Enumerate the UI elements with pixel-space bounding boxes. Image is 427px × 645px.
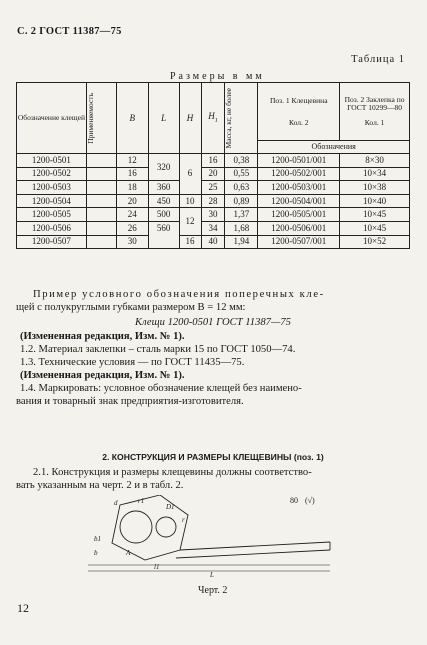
col-header-designation: Обозначение клещей bbox=[17, 83, 87, 154]
paragraph-2-1-b: вать указанным на черт. 2 и в табл. 2. bbox=[16, 480, 184, 491]
paragraph-1-3: 1.3. Технические условия — по ГОСТ 11435—75. bbox=[20, 357, 245, 368]
col-header-l: L bbox=[148, 83, 179, 154]
paragraph-1-2: 1.2. Материал заклепки – сталь марки 15 по ГОСТ 1050—74. bbox=[20, 344, 296, 355]
roughness-check-icon: (√) bbox=[305, 496, 315, 505]
table-row: 1200-0501 12 320 6 16 0,38 1200-0501/001 8×30 bbox=[17, 154, 410, 168]
label-d: d bbox=[114, 499, 118, 507]
example-line-2: щей с полукруглыми губками размером B = 12 мм: bbox=[16, 302, 246, 313]
col-header-pos1: Поз. 1 Клещевина Кол. 2 bbox=[258, 83, 340, 141]
table-row: 1200-0505 24 500 12 30 1,37 1200-0505/001 10×45 bbox=[17, 208, 410, 222]
label-b1: b1 bbox=[94, 535, 101, 543]
label-a: A bbox=[126, 549, 131, 557]
col-header-mass: Масса, кг, не более bbox=[225, 83, 258, 154]
jaw-outline bbox=[112, 495, 188, 560]
example-formula: Клещи 1200-0501 ГОСТ 11387—75 bbox=[135, 317, 291, 328]
table-1 bbox=[16, 82, 410, 249]
paragraph-2-1-a: 2.1. Конструкция и размеры клещевины должны соответство- bbox=[33, 467, 312, 478]
table-label: Таблица 1 bbox=[351, 54, 405, 65]
table-row: 1200-0502 16 20 0,55 1200-0502/001 10×34 bbox=[17, 167, 410, 181]
label-r: r bbox=[182, 516, 185, 524]
jaw-hole-circle bbox=[120, 511, 152, 543]
page-header: С. 2 ГОСТ 11387—75 bbox=[17, 26, 122, 37]
table-row: 1200-0503 18 360 25 0,63 1200-0503/001 10×38 bbox=[17, 181, 410, 195]
col-header-pos2: Поз. 2 Заклепка по ГОСТ 10299—80 Кол. 1 bbox=[340, 83, 410, 141]
label-b: b bbox=[94, 549, 98, 557]
label-d1: D1 bbox=[166, 503, 175, 511]
label-r1: r1 bbox=[138, 497, 145, 505]
roughness-mark: 80 bbox=[290, 496, 298, 505]
amended-note-2: (Измененная редакция, Изм. № 1). bbox=[20, 370, 185, 381]
pivot-circle bbox=[156, 517, 176, 537]
table-row: 1200-0504 20 450 10 28 0,89 1200-0504/001 10×40 bbox=[17, 194, 410, 208]
table-row: 1200-0507 30 16 40 1,94 1200-0507/001 10×52 bbox=[17, 235, 410, 249]
col-header-h: H bbox=[179, 83, 201, 154]
label-l-main: L bbox=[210, 571, 214, 579]
page-number: 12 bbox=[17, 601, 29, 615]
drawing-2 bbox=[60, 495, 360, 595]
col-header-h1: $H_1$ bbox=[201, 83, 225, 154]
section-2-title: 2. КОНСТРУКЦИЯ И РАЗМЕРЫ КЛЕЩЕВИНЫ (поз. 1) bbox=[102, 452, 324, 462]
table-row: 1200-0506 26 560 34 1,68 1200-0506/001 10×45 bbox=[17, 221, 410, 235]
example-line-1: Пример условного обозначения поперечных кле- bbox=[33, 289, 325, 300]
sizes-caption: Размеры в мм bbox=[170, 71, 265, 82]
paragraph-1-4-a: 1.4. Маркировать: условное обозначение клещей без наимено- bbox=[20, 383, 302, 394]
col-header-b: B bbox=[116, 83, 148, 154]
drawing-caption: Черт. 2 bbox=[198, 585, 228, 596]
paragraph-1-4-b: вания и товарный знак предприятия-изготовителя. bbox=[16, 396, 244, 407]
col-header-designation-group: Обозначения bbox=[258, 141, 410, 154]
col-header-applicability: Применяемость bbox=[86, 83, 116, 154]
amended-note-1: (Измененная редакция, Изм. № 1). bbox=[20, 331, 185, 342]
label-l1: l1 bbox=[154, 563, 160, 571]
